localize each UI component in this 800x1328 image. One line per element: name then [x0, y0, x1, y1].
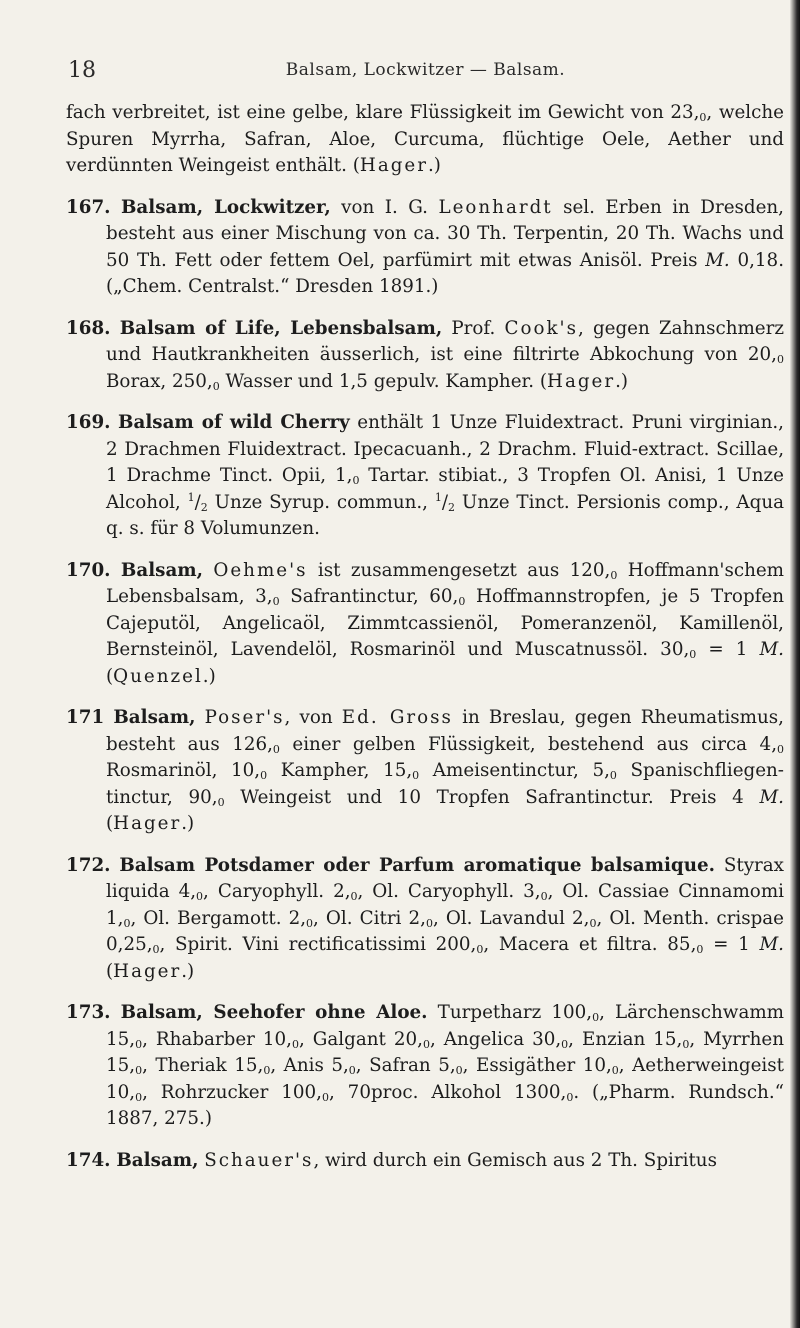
entry-169: 169. Balsam of wild Cherry enthält 1 Unze Fluidextract. Pruni virginian., 2 Drachmen Fluidextract. Ipecacuanh., 2 Drachm. Fluid-extract. Scillae, 1 Drachme Tinct. Opii, $1,_0$ Tartar. stibiat., 3 Tropfen Ol. Anisi, 1 Unze Alcohol, $^1/_2$ Unze Syrup. commun., $^1/_2$ Unze Tinct. Persionis comp., Aqua q. s. für 8 Volumunzen. [66, 412, 785, 539]
entry-heading: Balsam, [120, 559, 203, 581]
entry-173: 173. Balsam, Seehofer ohne Aloe. Turpetharz $100,_0$, Lärchenschwamm $15,_0$, Rhabarber $10,_0$, Galgant $20,_0$, Angelica $30,_0$, Enzian $15,_0$, Myrrhen $15,_0$, Theriak $15,_0$, Anis $5,_0$, Safran $5,_0$, Essigäther $10,_0$, Aetherweingeist $10,_0$, Rohrzucker $100,_0$, 70proc. Alkohol $1300,_0$. („Pharm. Rundsch.“ 1887, 275.) [66, 1002, 785, 1129]
entry-heading: Balsam Potsdamer oder Parfum aromatique balsamique. [119, 854, 715, 876]
entry-heading: Balsam of wild Cherry [118, 412, 350, 433]
author-citation: Hager [113, 960, 182, 982]
page-edge-shadow [790, 0, 800, 1328]
entry-172: 172. Balsam Potsdamer oder Parfum aromatique balsamique. Styrax liquida $4,_0$, Caryophyll. $2,_0$, Ol. Caryophyll. $3,_0$, Ol. Cassiae Cinnamomi $1,_0$, Ol. Bergamott. $2,_0$, Ol. Citri $2,_0$, Ol. Lavandul $2,_0$, Ol. Menth. crispae $0,25,_0$, Spirit. Vini rectificatissimi $200,_0$, Macera et filtra. $85,_0 = 1$ M. (Hager.) [66, 854, 784, 982]
entry-number: 174. [66, 1149, 111, 1171]
running-head: Balsam, Lockwitzer — Balsam. [285, 60, 566, 80]
entry-number: 168. [66, 317, 111, 339]
entry-167: 167. Balsam, Lockwitzer, von I. G. Leonhardt sel. Erben in Dresden, besteht aus einer Mischung von ca. 30 Th. Terpentin, 20 Th. Wachs und 50 Th. Fett oder fettem Oel, parfümirt mit etwas Anisöl. Preis M. 0,18. („Chem. Centralst.“ Dresden 1891.) [66, 196, 785, 297]
author-citation: Hager [113, 813, 182, 834]
entry-heading: Balsam, Lockwitzer, [120, 196, 331, 218]
author-citation: Quenzel [113, 665, 203, 687]
entry-number: 171 [66, 707, 105, 728]
entry-heading: Balsam, [116, 1149, 199, 1171]
author-citation: Hager [359, 155, 428, 176]
page-body [66, 100, 784, 1189]
entry-heading: Balsam of Life, Lebensbalsam, [119, 317, 443, 339]
entry-170: 170. Balsam, Oehme's ist zusammengesetzt aus $120,_0$ Hoffmann'schem Lebensbalsam, $3,_0$ Safrantinctur, $60,_0$ Hoffmannstropfen, je 5 Tropfen Cajeputöl, Angelicaöl, Zimmtcassienöl, Pomeranzenöl, Kamillenöl, Bernsteinöl, Lavendelöl, Rosmarinöl und Muscatnussöl. $30,_0 = 1$ M. (Quenzel.) [66, 559, 785, 687]
page-number: 18 [68, 58, 96, 83]
page-header [68, 58, 783, 88]
carryover-paragraph: fach verbreitet, ist eine gelbe, klare Flüssigkeit im Gewicht von $23,_0$, welche Spuren Myrrha, Safran, Aloe, Curcuma, flüchtige Oele, Aether und verdünnten Weingeist enthält. (Hager.) [66, 102, 784, 176]
entry-number: 170. [66, 559, 111, 581]
entry-number: 169. [66, 412, 111, 433]
entry-heading: Balsam, Seehofer ohne Aloe. [120, 1002, 428, 1023]
entry-number: 172. [66, 854, 111, 876]
author-citation: Hager [547, 370, 616, 392]
entry-168: 168. Balsam of Life, Lebensbalsam, Prof. Cook's, gegen Zahnschmerz und Hautkrankheiten äusserlich, ist eine filtrirte Abkochung von $20,_0$ Borax, $250,_0$ Wasser und 1,5 gepulv. Kampher. (Hager.) [66, 317, 785, 393]
entry-number: 173. [66, 1002, 111, 1023]
entry-heading: Balsam, [113, 707, 196, 728]
entry-174: 174. Balsam, Schauer's, wird durch ein Gemisch aus 2 Th. Spiritus [66, 1149, 717, 1171]
entry-number: 167. [66, 196, 111, 218]
entry-171: 171 Balsam, Poser's, von Ed. Gross in Breslau, gegen Rheumatismus, besteht aus $126,_0$ einer gelben Flüssigkeit, bestehend aus circa $4,_0$ Rosmarinöl, $10,_0$ Kampher, $15,_0$ Ameisentinctur, $5,_0$ Spanischfliegen-tinctur, $90,_0$ Weingeist und 10 Tropfen Safrantinctur. Preis 4 M. (Hager.) [66, 707, 785, 834]
